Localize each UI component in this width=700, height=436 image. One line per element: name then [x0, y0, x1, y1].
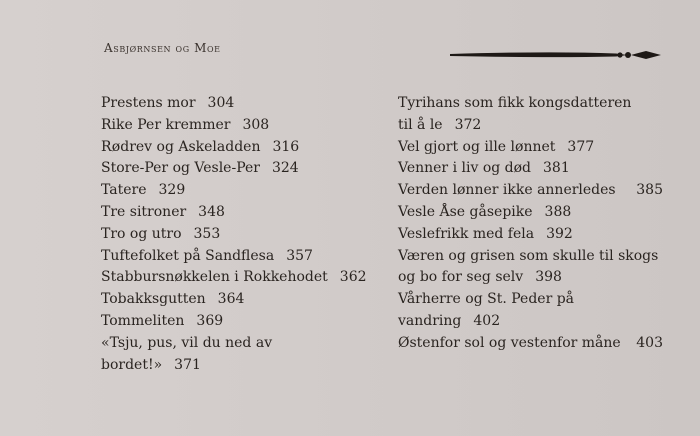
toc-entry-title: Prestens mor — [101, 95, 196, 111]
toc-entry-title: Tommeliten — [101, 312, 185, 329]
toc-entry-page: 398 — [535, 269, 562, 286]
toc-entry-page: 381 — [543, 160, 570, 177]
toc-entry — [398, 224, 663, 246]
toc-entry-title: Tre sitroner — [101, 203, 187, 220]
toc-entry-title-line-2: til å le — [398, 116, 443, 133]
toc-entry — [101, 311, 391, 333]
toc-entry-title-line-2: bordet!» — [101, 356, 163, 373]
toc-entry-page: 385 — [636, 182, 663, 199]
toc-entry — [398, 202, 663, 224]
toc-entry — [101, 267, 391, 289]
toc-entry-title: Store-Per og Vesle-Per — [101, 160, 260, 177]
toc-entry-page: 304 — [207, 95, 235, 111]
toc-entry — [398, 246, 663, 290]
toc-entry — [101, 202, 391, 224]
toc-entry-title: Rike Per kremmer — [101, 116, 231, 133]
toc-entry-page: 369 — [196, 312, 224, 329]
toc-entry-page: 329 — [158, 182, 186, 199]
toc-entry-page: 377 — [567, 138, 595, 155]
toc-entry-page: 402 — [473, 312, 501, 329]
toc-entry-page: 388 — [544, 203, 572, 220]
toc-entry-page: 371 — [174, 356, 201, 373]
toc-entry — [101, 137, 391, 159]
toc-entry-title-line-1: Vårherre og St. Peder på — [398, 291, 575, 308]
toc-entry-page: 403 — [636, 334, 663, 351]
toc-entry-title: Tobakksgutten — [101, 291, 206, 308]
toc-entry-title-line-1: «Tsju, pus, vil du ned av — [101, 334, 273, 351]
toc-entry-title: Verden lønner ikke annerledes — [398, 182, 616, 199]
header-ornament-rule — [450, 46, 664, 64]
toc-entry-page: 324 — [271, 160, 299, 177]
toc-right-column — [398, 93, 663, 355]
toc-entry-title: Østenfor sol og vestenfor måne — [398, 334, 621, 351]
toc-entry — [101, 115, 391, 137]
toc-entry-page: 348 — [198, 203, 225, 220]
toc-entry-page: 316 — [272, 138, 300, 155]
toc-left-column — [101, 93, 391, 376]
toc-entry-title-line-2-wrapper — [398, 115, 663, 137]
toc-entry-page: 357 — [286, 247, 313, 264]
toc-entry — [101, 333, 391, 377]
toc-entry — [398, 93, 663, 137]
toc-entry-title-line-1: Tyrihans som fikk kongsdatteren — [398, 95, 632, 111]
toc-entry-title-line-2: vandring — [398, 312, 462, 329]
toc-entry — [101, 180, 391, 202]
toc-entry — [101, 246, 391, 268]
toc-entry-title-line-2-wrapper — [101, 355, 391, 377]
toc-entry-page: 308 — [242, 116, 270, 133]
toc-entry — [101, 93, 391, 115]
toc-entry — [398, 158, 663, 180]
toc-entry — [398, 289, 663, 333]
toc-entry-title-line-2-wrapper — [398, 311, 663, 333]
running-header: Asbjørnsen og Moe — [104, 41, 221, 55]
toc-entry-title: Rødrev og Askeladden — [101, 138, 261, 155]
toc-entry — [101, 158, 391, 180]
toc-entry-title: Tuftefolket på Sandflesa — [101, 247, 275, 264]
toc-entry — [101, 224, 391, 246]
toc-entry-page: 392 — [546, 225, 573, 242]
toc-entry — [398, 333, 663, 355]
toc-entry — [398, 137, 663, 159]
toc-entry-title-line-2-wrapper — [398, 267, 663, 289]
toc-entry-page: 362 — [339, 269, 367, 286]
toc-entry-page: 364 — [217, 291, 245, 308]
toc-entry-title: Veslefrikk med fela — [398, 225, 535, 242]
toc-entry-title: Venner i liv og død — [398, 160, 532, 177]
toc-entry-title-line-1: Væren og grisen som skulle til skogs — [398, 247, 659, 264]
toc-entry-title: Tatere — [101, 182, 147, 199]
toc-entry-title: Vesle Åse gåsepike — [398, 203, 533, 220]
toc-entry-page: 372 — [454, 116, 482, 133]
toc-entry — [398, 180, 663, 202]
toc-entry — [101, 289, 391, 311]
toc-entry-title: Tro og utro — [101, 225, 182, 242]
toc-entry-title-line-2: og bo for seg selv — [398, 269, 524, 286]
toc-entry-title: Vel gjort og ille lønnet — [398, 138, 556, 155]
toc-entry-page: 353 — [193, 225, 221, 242]
toc-entry-title: Stabbursnøkkelen i Rokkehodet — [101, 269, 328, 286]
